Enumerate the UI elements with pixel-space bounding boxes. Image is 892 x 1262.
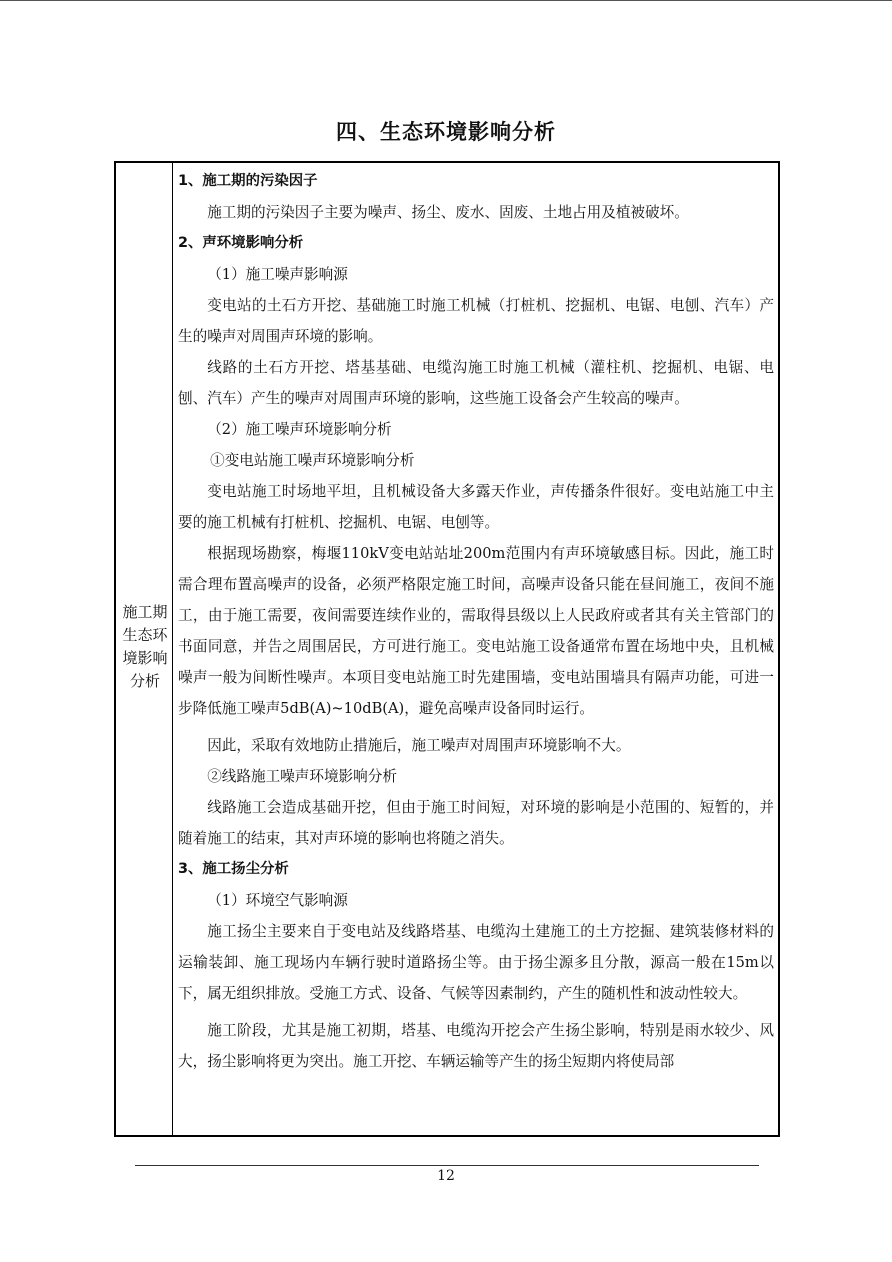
- paragraph: 施工扬尘主要来自于变电站及线路塔基、电缆沟土建施工的土方挖掘、建筑装修材料的运输装卸、施工现场内车辆行驶时道路扬尘等。由于扬尘源多且分散，源高一般在15m以下，属无组织排放。受施工方式、设备、气候等因素制约，产生的随机性和波动性较大。: [178, 923, 774, 1002]
- paragraph: 因此，采取有效地防止措施后，施工噪声对周围声环境影响不大。: [207, 737, 631, 754]
- paragraph: 变电站的土石方开挖、基础施工时施工机械（打桩机、挖掘机、电锯、电刨、汽车）产生的噪声对周围声环境的影响。: [178, 297, 774, 345]
- category-label: 施工期生态环境影响分析: [122, 603, 168, 690]
- paragraph: 根据现场勘察，梅堰110kV变电站站址200m范围内有声环境敏感目标。因此，施工时需合理布置高噪声的设备，必须严格限定施工时间，高噪声设备只能在昼间施工，夜间不施工，由于施工需要，夜间需要连续作业的，需取得县级以上人民政府或者其有关主管部门的书面同意，并告之周围居民，方可进行施工。变电站施工设备通常布置在场地中央，且机械噪声一般为间断性噪声。本项目变电站施工时先建围墙，变电站围墙具有隔声功能，可进一步降低施工噪声5dB(A)~10dB(A)，避免高噪声设备同时运行。: [178, 545, 774, 717]
- subheading: （2）施工噪声环境影响分析: [207, 421, 392, 438]
- subheading: ①变电站施工噪声环境影响分析: [210, 452, 415, 469]
- subheading: （1）环境空气影响源: [207, 892, 348, 909]
- paragraph: 施工期的污染因子主要为噪声、扬尘、废水、固废、土地占用及植被破坏。: [207, 204, 689, 221]
- subheading: ②线路施工噪声环境影响分析: [207, 768, 397, 785]
- footer-line: [135, 1165, 759, 1166]
- section-heading-3: 3、施工扬尘分析: [178, 861, 289, 877]
- section-heading-1: 1、施工期的污染因子: [178, 173, 318, 189]
- left-category-cell: [116, 163, 173, 1135]
- paragraph: 线路施工会造成基础开挖，但由于施工时间短，对环境的影响是小范围的、短暂的，并随着施工的结束，其对声环境的影响也将随之消失。: [178, 799, 774, 847]
- page-number: 12: [437, 1168, 455, 1184]
- paragraph: 变电站施工时场地平坦，且机械设备大多露天作业，声传播条件很好。变电站施工中主要的施工机械有打桩机、挖掘机、电锯、电刨等。: [178, 483, 774, 531]
- top-border-line: [0, 0, 892, 1]
- content-cell: [178, 166, 774, 1077]
- subheading: （1）施工噪声影响源: [207, 266, 348, 283]
- page-title: 四、生态环境影响分析: [336, 120, 556, 144]
- section-heading-2: 2、声环境影响分析: [178, 235, 304, 251]
- analysis-table: [114, 161, 780, 1137]
- paragraph: 线路的土石方开挖、塔基基础、电缆沟施工时施工机械（灌柱机、挖掘机、电锯、电刨、汽车）产生的噪声对周围声环境的影响，这些施工设备会产生较高的噪声。: [178, 359, 774, 407]
- paragraph: 施工阶段，尤其是施工初期，塔基、电缆沟开挖会产生扬尘影响，特别是雨水较少、风大，扬尘影响将更为突出。施工开挖、车辆运输等产生的扬尘短期内将使局部: [178, 1022, 774, 1070]
